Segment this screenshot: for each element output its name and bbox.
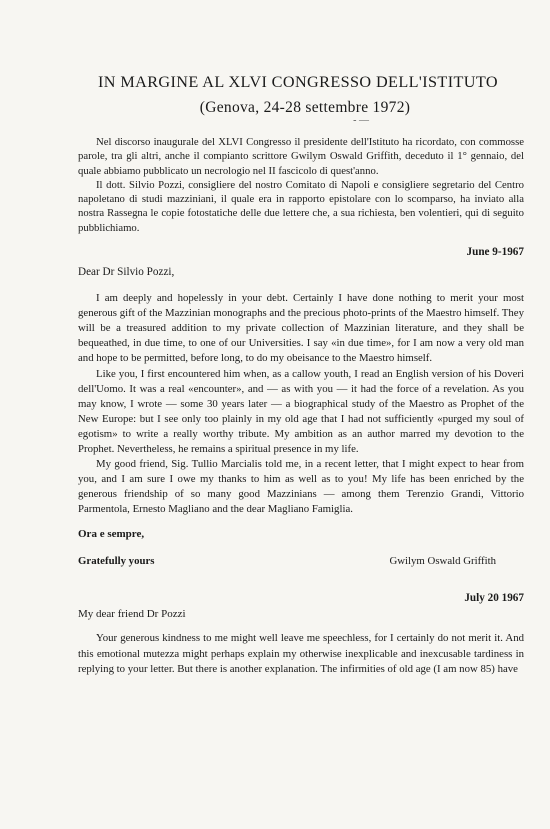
letter1-signature-row <box>78 555 524 567</box>
letter1-paragraph-2: Like you, I first encountered him when, as a callow youth, I read an English version of his Doveri dell'Uomo. It was a real «encounter», and — as with you — it had the force of a revelation. As you may know, I wrote — some 30 years later — a biographical study of the Maestro as Prophet of the New Europe: but I see only too plainly in my old age that I had not sufficiently «purged my soul of egotism» to write a really worthy tribute. My ambition as an author marred my devotion to the Prophet. Nevertheless, he remains a spiritual presence in my life. <box>78 367 524 456</box>
article-title: IN MARGINE AL XLVI CONGRESSO DELL'ISTITUTO <box>98 73 498 91</box>
letter1-closing-1: Ora e sempre, <box>78 528 145 541</box>
letter2-paragraph-1: Your generous kindness to me might well leave me speechless, for I certainly do not merit it. And this emotional mutezza might perhaps explain my otherwise inexplicable and inexcusable tardiness in replying to your letter. But there is another explanation. The infirmities of old age (I am now 85) have <box>78 632 524 675</box>
ornament-dash: - — <box>353 115 369 126</box>
article-subtitle: (Genova, 24-28 settembre 1972) <box>199 99 411 116</box>
intro-paragraph-2: Il dott. Silvio Pozzi, consigliere del nostro Comitato di Napoli e consigliere segretario del Centro napoletano di studi mazziniani, il quale era in rapporto epistolare con lo scomparso, ha inviato alla nostra Rassegna le copie fotostatiche delle due lettere che, a sua richiesta, ben volentieri, qui di seguito pubblichiamo. <box>78 178 524 234</box>
letter2-salutation: My dear friend Dr Pozzi <box>78 608 186 621</box>
letter1-signature: Gwilym Oswald Griffith <box>389 555 496 568</box>
letter1-closing-2: Gratefully yours <box>78 555 155 568</box>
letter2-date: July 20 1967 <box>464 592 524 605</box>
letter1-date: June 9-1967 <box>466 246 524 259</box>
letter1-salutation: Dear Dr Silvio Pozzi, <box>78 266 175 279</box>
letter1-paragraph-3: My good friend, Sig. Tullio Marcialis told me, in a recent letter, that I might expect to hear from you, and I am sure I owe my thanks to him as well as to you! My life has been enriched by the generous friendship of so many good Mazzinians — among them Terenzio Grandi, Vittorio Parmentola, Ernesto Magliano and the dear Magliano Famiglia. <box>78 458 524 516</box>
intro-paragraph-1: Nel discorso inaugurale del XLVI Congresso il presidente dell'Istituto ha ricordato, con commosse parole, tra gli altri, anche il compianto scrittore Gwilym Oswald Griffith, deceduto il 1° gennaio, del quale abbiamo pubblicato un necrologio nel II fascicolo di quest'anno. <box>78 136 524 177</box>
letter1-paragraph-1: I am deeply and hopelessly in your debt. Certainly I have done nothing to merit your most generous gift of the Mazzinian monographs and the precious photo-prints of the Maestro himself. They will be a treasured addition to my private collection of Mazzinian literature, and they shall be bequeathed, in due time, to one of our Universities. I say «in due time», for I am now a very old man and hope to be permitted, before long, to do my obeisance to the Maestro himself. <box>78 292 524 365</box>
